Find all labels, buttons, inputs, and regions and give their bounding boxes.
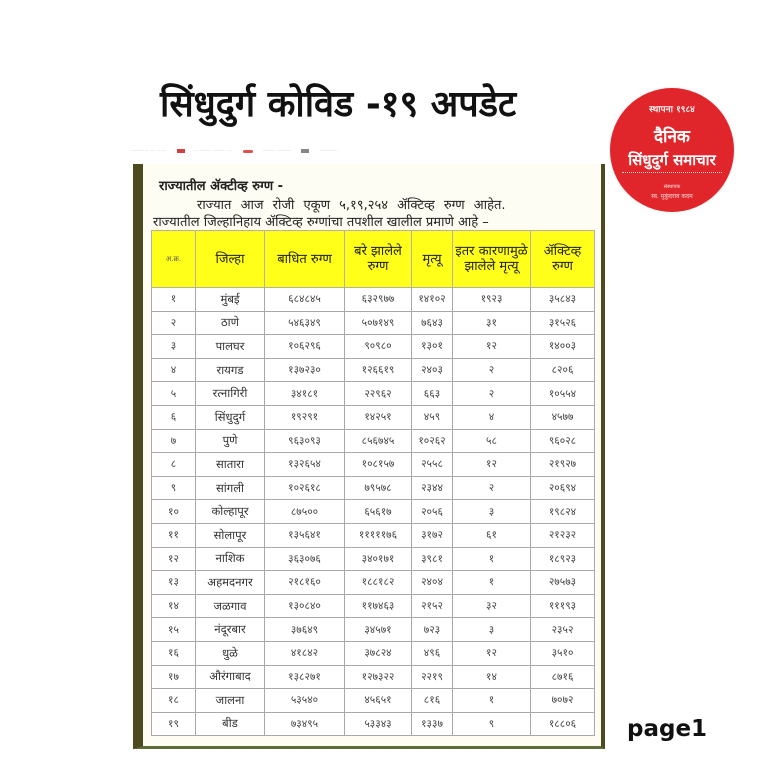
cell-other-deaths: १९२३ bbox=[453, 288, 531, 312]
table-row bbox=[152, 405, 595, 429]
cell-active: ८७१६ bbox=[531, 665, 595, 689]
newspaper-logo bbox=[610, 88, 734, 212]
cell-recovered: १८८१८२ bbox=[345, 571, 412, 595]
cell-recovered: १०८१५७ bbox=[345, 453, 412, 477]
table-row bbox=[152, 311, 595, 335]
cell-infected: १३२६५४ bbox=[265, 453, 345, 477]
cell-recovered: ६३२९७७ bbox=[345, 288, 412, 312]
cell-active: २१९२७ bbox=[531, 453, 595, 477]
cell-other-deaths: ३ bbox=[453, 500, 531, 524]
table-row bbox=[152, 689, 595, 713]
cell-serial: ६ bbox=[152, 405, 196, 429]
cell-active: २७५७३ bbox=[531, 571, 595, 595]
cell-district: नाशिक bbox=[196, 547, 265, 571]
cell-deaths: ७२३ bbox=[412, 618, 453, 642]
cell-active: १९८२४ bbox=[531, 500, 595, 524]
cell-other-deaths: २ bbox=[453, 358, 531, 382]
cell-deaths: ८१६ bbox=[412, 689, 453, 713]
document-line1: राज्यात आज रोजी एकूण ५,१९,२५४ ॲक्टिव्ह रुग्ण आहेत. bbox=[197, 198, 506, 213]
logo-line2: सिंधुदुर्ग समाचार bbox=[628, 151, 716, 169]
cell-serial: ११ bbox=[152, 523, 196, 547]
cell-serial: १६ bbox=[152, 641, 196, 665]
cell-serial: ३ bbox=[152, 335, 196, 359]
cell-district: धुळे bbox=[196, 641, 265, 665]
cell-recovered: ७९५७८ bbox=[345, 476, 412, 500]
cell-deaths: १४१०२ bbox=[412, 288, 453, 312]
logo-established: स्थापना १९८४ bbox=[649, 105, 695, 115]
nav-icon-1 bbox=[177, 149, 185, 153]
cell-other-deaths: ३१ bbox=[453, 311, 531, 335]
table-row bbox=[152, 358, 595, 382]
cell-deaths: २२१९ bbox=[412, 665, 453, 689]
cell-recovered: १२६६१९ bbox=[345, 358, 412, 382]
cell-district: सांगली bbox=[196, 476, 265, 500]
cell-other-deaths: ३२ bbox=[453, 594, 531, 618]
nav-blur-3: ········ ········· bbox=[262, 148, 292, 154]
logo-founder-label: संस्थापक bbox=[663, 184, 681, 190]
cell-infected: ३४१८१ bbox=[265, 382, 345, 406]
cell-serial: १ bbox=[152, 288, 196, 312]
cell-infected: १०६२९६ bbox=[265, 335, 345, 359]
table-row bbox=[152, 665, 595, 689]
table-row bbox=[152, 500, 595, 524]
cell-infected: ६८४८४५ bbox=[265, 288, 345, 312]
cell-deaths: ३१७२ bbox=[412, 523, 453, 547]
cell-recovered: ५०७१४९ bbox=[345, 311, 412, 335]
cell-infected: १३७२३० bbox=[265, 358, 345, 382]
cell-other-deaths: ५८ bbox=[453, 429, 531, 453]
district-table bbox=[151, 230, 595, 736]
cell-other-deaths: १२ bbox=[453, 335, 531, 359]
cell-deaths: २४०३ bbox=[412, 358, 453, 382]
cell-active: २०६९४ bbox=[531, 476, 595, 500]
cell-serial: ७ bbox=[152, 429, 196, 453]
document-frame bbox=[133, 164, 605, 749]
table-row bbox=[152, 571, 595, 595]
cell-active: १४००३ bbox=[531, 335, 595, 359]
document-line2: राज्यातील जिल्हानिहाय ॲक्टिव्ह रुग्णांचा तपशील खालील प्रमाणे आहे – bbox=[153, 215, 489, 230]
cell-district: जालना bbox=[196, 689, 265, 713]
cell-recovered: ३७८२४ bbox=[345, 641, 412, 665]
table-row bbox=[152, 594, 595, 618]
cell-other-deaths: १ bbox=[453, 547, 531, 571]
cell-district: जळगाव bbox=[196, 594, 265, 618]
cell-other-deaths: १ bbox=[453, 571, 531, 595]
table-row bbox=[152, 712, 595, 736]
cell-active: २३५२ bbox=[531, 618, 595, 642]
nav-blur-1: ············ ··· ······ bbox=[130, 148, 167, 154]
cell-deaths: २४०४ bbox=[412, 571, 453, 595]
cell-serial: ४ bbox=[152, 358, 196, 382]
cell-deaths: १३३७ bbox=[412, 712, 453, 736]
cell-active: १०५५४ bbox=[531, 382, 595, 406]
logo-founder-name: स्व. मुकुंदराव कदम bbox=[651, 193, 693, 200]
cell-infected: ८७५०० bbox=[265, 500, 345, 524]
cell-deaths: ६६३ bbox=[412, 382, 453, 406]
cell-active: १८८०६ bbox=[531, 712, 595, 736]
cell-serial: १५ bbox=[152, 618, 196, 642]
cell-other-deaths: १४ bbox=[453, 665, 531, 689]
cell-other-deaths: १२ bbox=[453, 641, 531, 665]
faint-nav-strip bbox=[130, 146, 610, 156]
cell-recovered: ८५६७४५ bbox=[345, 429, 412, 453]
cell-serial: १४ bbox=[152, 594, 196, 618]
cell-district: पालघर bbox=[196, 335, 265, 359]
cell-infected: १३५६४१ bbox=[265, 523, 345, 547]
cell-recovered: ३४५७१ bbox=[345, 618, 412, 642]
cell-deaths: ७६४३ bbox=[412, 311, 453, 335]
cell-recovered: १२७३२२ bbox=[345, 665, 412, 689]
cell-district: मुंबई bbox=[196, 288, 265, 312]
cell-active: ८२०६ bbox=[531, 358, 595, 382]
cell-active: ९६०२८ bbox=[531, 429, 595, 453]
cell-active: ३५८४३ bbox=[531, 288, 595, 312]
cell-district: बीड bbox=[196, 712, 265, 736]
cell-serial: १० bbox=[152, 500, 196, 524]
table-row bbox=[152, 453, 595, 477]
cell-district: सिंधुदुर्ग bbox=[196, 405, 265, 429]
cell-district: अहमदनगर bbox=[196, 571, 265, 595]
cell-serial: १२ bbox=[152, 547, 196, 571]
table-row bbox=[152, 335, 595, 359]
cell-district: रत्नागिरी bbox=[196, 382, 265, 406]
cell-serial: ८ bbox=[152, 453, 196, 477]
cell-serial: ९ bbox=[152, 476, 196, 500]
nav-icon-2 bbox=[243, 150, 253, 153]
nav-icon-3 bbox=[301, 149, 309, 153]
cell-serial: ५ bbox=[152, 382, 196, 406]
cell-deaths: ३९८१ bbox=[412, 547, 453, 571]
table-row bbox=[152, 523, 595, 547]
cell-other-deaths: ४ bbox=[453, 405, 531, 429]
cell-recovered: ५३३४३ bbox=[345, 712, 412, 736]
cell-other-deaths: २ bbox=[453, 382, 531, 406]
table-row bbox=[152, 476, 595, 500]
cell-district: सोलापूर bbox=[196, 523, 265, 547]
cell-infected: १३८२७१ bbox=[265, 665, 345, 689]
nav-blur-2: ·········· ········ ···· bbox=[194, 148, 233, 154]
cell-serial: १३ bbox=[152, 571, 196, 595]
cell-other-deaths: ३ bbox=[453, 618, 531, 642]
cell-infected: १०२६१८ bbox=[265, 476, 345, 500]
header-recovered: बरे झालेले रुग्ण bbox=[345, 231, 412, 288]
cell-district: नंदूरबार bbox=[196, 618, 265, 642]
cell-infected: ७३४९५ bbox=[265, 712, 345, 736]
header-other-deaths: इतर कारणामुळे झालेले मृत्यू bbox=[453, 231, 531, 288]
header-infected: बाधित रुग्ण bbox=[265, 231, 345, 288]
cell-recovered: ३४०१७१ bbox=[345, 547, 412, 571]
cell-deaths: ४५९ bbox=[412, 405, 453, 429]
cell-serial: १८ bbox=[152, 689, 196, 713]
cell-active: ७०७२ bbox=[531, 689, 595, 713]
cell-active: १११९३ bbox=[531, 594, 595, 618]
cell-infected: ५४६३४९ bbox=[265, 311, 345, 335]
cell-recovered: २२९६२ bbox=[345, 382, 412, 406]
cell-other-deaths: १ bbox=[453, 689, 531, 713]
table-row bbox=[152, 382, 595, 406]
table-row bbox=[152, 429, 595, 453]
logo-line1: दैनिक bbox=[654, 127, 690, 147]
cell-infected: १९२९१ bbox=[265, 405, 345, 429]
cell-infected: ३७६४९ bbox=[265, 618, 345, 642]
nav-blur-4: ·········· · bbox=[319, 148, 339, 154]
header-district: जिल्हा bbox=[196, 231, 265, 288]
cell-district: पुणे bbox=[196, 429, 265, 453]
table-row bbox=[152, 547, 595, 571]
logo-divider bbox=[622, 172, 722, 176]
header-serial: अ.क्र. bbox=[152, 231, 196, 288]
cell-deaths: २३४४ bbox=[412, 476, 453, 500]
cell-serial: १७ bbox=[152, 665, 196, 689]
cell-district: औरंगाबाद bbox=[196, 665, 265, 689]
cell-serial: १९ bbox=[152, 712, 196, 736]
cell-district: सातारा bbox=[196, 453, 265, 477]
cell-other-deaths: ६१ bbox=[453, 523, 531, 547]
document-heading: राज्यातील ॲक्टीव्ह रुग्ण - bbox=[159, 179, 284, 194]
cell-infected: २१८१६० bbox=[265, 571, 345, 595]
cell-active: ३१५२६ bbox=[531, 311, 595, 335]
cell-other-deaths: २ bbox=[453, 476, 531, 500]
cell-infected: ५३५४० bbox=[265, 689, 345, 713]
cell-infected: १३०८४० bbox=[265, 594, 345, 618]
cell-other-deaths: १२ bbox=[453, 453, 531, 477]
cell-recovered: ४५६५१ bbox=[345, 689, 412, 713]
cell-recovered: ९०९८० bbox=[345, 335, 412, 359]
cell-serial: २ bbox=[152, 311, 196, 335]
cell-active: २१२३२ bbox=[531, 523, 595, 547]
cell-active: ४५७७ bbox=[531, 405, 595, 429]
cell-deaths: १३०१ bbox=[412, 335, 453, 359]
cell-district: रायगड bbox=[196, 358, 265, 382]
cell-deaths: २१५२ bbox=[412, 594, 453, 618]
cell-infected: ९६३०९३ bbox=[265, 429, 345, 453]
table-row bbox=[152, 618, 595, 642]
cell-recovered: १४२५१ bbox=[345, 405, 412, 429]
cell-district: कोल्हापूर bbox=[196, 500, 265, 524]
cell-deaths: २०५६ bbox=[412, 500, 453, 524]
cell-district: ठाणे bbox=[196, 311, 265, 335]
page-title: सिंधुदुर्ग कोविड -१९ अपडेट bbox=[160, 84, 517, 125]
cell-deaths: ४९६ bbox=[412, 641, 453, 665]
table-row bbox=[152, 641, 595, 665]
cell-infected: ४१८४२ bbox=[265, 641, 345, 665]
cell-infected: ३६३०७६ bbox=[265, 547, 345, 571]
header-deaths: मृत्यू bbox=[412, 231, 453, 288]
table-header-row bbox=[152, 231, 595, 288]
cell-other-deaths: ९ bbox=[453, 712, 531, 736]
cell-deaths: १०२६२ bbox=[412, 429, 453, 453]
header-active: ॲक्टिव्ह रुग्ण bbox=[531, 231, 595, 288]
cell-recovered: १११११७६ bbox=[345, 523, 412, 547]
table-row bbox=[152, 288, 595, 312]
cell-recovered: ६५६१७ bbox=[345, 500, 412, 524]
page-label: page1 bbox=[627, 716, 708, 742]
cell-deaths: २५५८ bbox=[412, 453, 453, 477]
cell-active: १८९२३ bbox=[531, 547, 595, 571]
cell-active: ३५१० bbox=[531, 641, 595, 665]
cell-recovered: ११७४६३ bbox=[345, 594, 412, 618]
